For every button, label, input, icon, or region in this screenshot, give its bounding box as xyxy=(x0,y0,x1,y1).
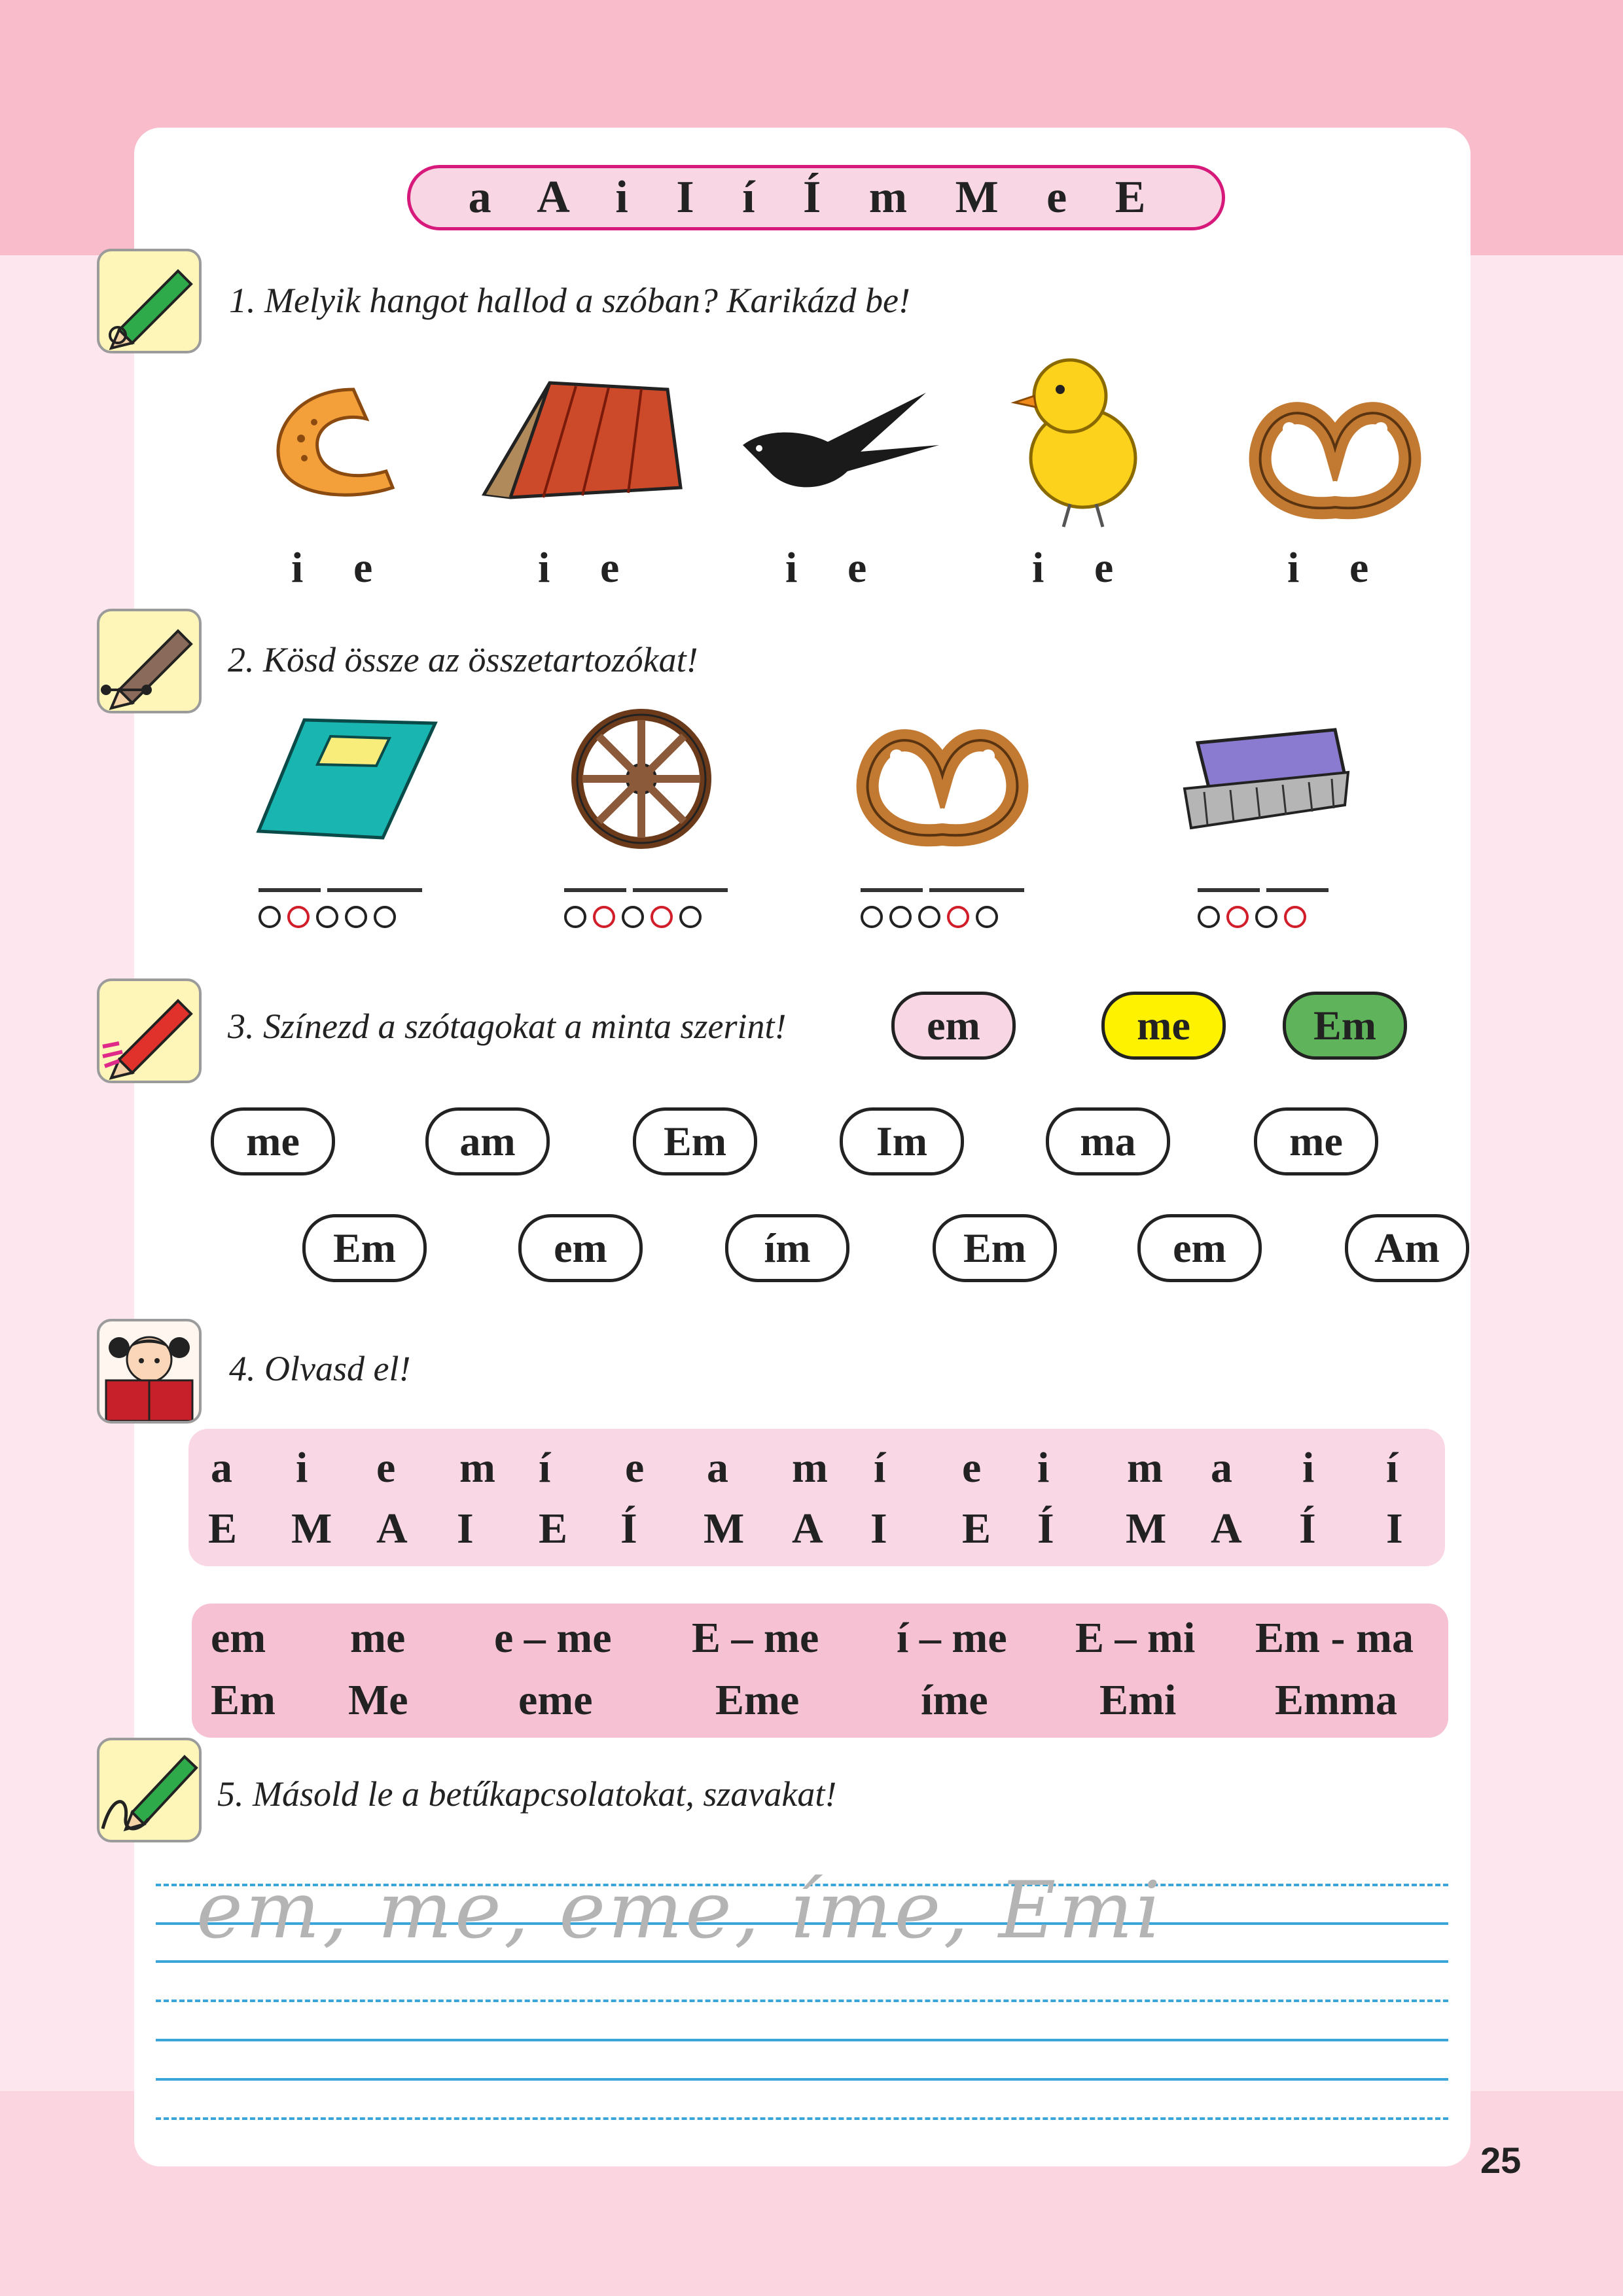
sound-circles xyxy=(861,906,1005,931)
task4-instruction: 4. Olvasd el! xyxy=(229,1349,411,1388)
syllable-pill[interactable]: em xyxy=(518,1214,643,1282)
reading-word: em xyxy=(211,1614,266,1662)
sound-circles xyxy=(1198,906,1313,931)
reading-letter: a xyxy=(1211,1444,1232,1492)
reading-word: me xyxy=(350,1614,406,1662)
reading-letter: í xyxy=(874,1444,886,1492)
pretzel-icon xyxy=(851,710,1034,848)
letter-e[interactable]: e xyxy=(353,544,373,592)
syllable-pill[interactable]: Im xyxy=(840,1107,964,1175)
reading-letter: I xyxy=(870,1505,887,1552)
writing-line-dashed xyxy=(156,2117,1448,2120)
sound-circles xyxy=(564,906,708,931)
syllable-pill[interactable]: am xyxy=(425,1107,550,1175)
letter-i[interactable]: i xyxy=(785,544,798,592)
reading-letter: M xyxy=(1126,1505,1167,1552)
reading-letter: Í xyxy=(1299,1505,1316,1552)
brush-icon xyxy=(1171,717,1355,848)
syllable-pill[interactable]: em xyxy=(1137,1214,1262,1282)
sample-syllable-em: em xyxy=(891,992,1016,1060)
writing-line xyxy=(156,2039,1448,2041)
reading-letter: E xyxy=(962,1505,991,1552)
reading-word: Me xyxy=(348,1676,408,1724)
task5-instruction: 5. Másold le a betűkapcsolatokat, szavakat! xyxy=(217,1774,837,1814)
syllable-line xyxy=(633,888,728,892)
notebook-icon xyxy=(252,713,442,844)
letter-i[interactable]: i xyxy=(1032,544,1044,592)
pencil-icon xyxy=(97,1738,202,1842)
syllable-pill[interactable]: Am xyxy=(1345,1214,1469,1282)
reading-letter: E xyxy=(539,1505,568,1552)
letter-e[interactable]: e xyxy=(1349,544,1369,592)
reading-letter: Í xyxy=(620,1505,637,1552)
reading-letter: e xyxy=(625,1444,645,1492)
letters-header-text: a A i I í Í m M e E xyxy=(468,172,1164,223)
letters-header xyxy=(407,165,1225,230)
reading-letter: M xyxy=(704,1505,745,1552)
reading-letter: I xyxy=(1386,1505,1403,1552)
task3-instruction: 3. Színezd a szótagokat a minta szerint! xyxy=(228,1007,787,1046)
writing-line xyxy=(156,1960,1448,1963)
syllable-pill[interactable]: me xyxy=(211,1107,335,1175)
letter-i[interactable]: i xyxy=(1287,544,1300,592)
writing-line-dashed xyxy=(156,2000,1448,2002)
reading-letter: a xyxy=(707,1444,728,1492)
reading-letter: i xyxy=(1302,1444,1315,1492)
page-number: 25 xyxy=(1480,2140,1522,2181)
reading-letter: Í xyxy=(1037,1505,1054,1552)
reading-word: Emi xyxy=(1099,1676,1177,1724)
reading-letter: e xyxy=(376,1444,396,1492)
letter-e[interactable]: e xyxy=(1094,544,1114,592)
reading-letter: m xyxy=(1127,1444,1163,1492)
reading-word: Eme xyxy=(715,1676,800,1724)
syllable-line xyxy=(259,888,321,892)
sound-circles xyxy=(259,906,402,931)
sample-syllable-me: me xyxy=(1101,992,1226,1060)
reading-word: eme xyxy=(518,1676,593,1724)
syllable-pill[interactable]: ím xyxy=(725,1214,849,1282)
syllable-line xyxy=(1266,888,1329,892)
reading-letter: i xyxy=(1037,1444,1050,1492)
reading-letter: M xyxy=(291,1505,332,1552)
reading-letter: a xyxy=(211,1444,232,1492)
reading-letter: m xyxy=(459,1444,495,1492)
syllable-line xyxy=(1198,888,1260,892)
pretzel-icon xyxy=(1243,383,1427,520)
reading-word: í – me xyxy=(897,1614,1007,1662)
reading-letter: I xyxy=(457,1505,474,1552)
reading-word: E – mi xyxy=(1075,1614,1196,1662)
croissant-icon xyxy=(255,376,406,507)
reading-letter: A xyxy=(792,1505,823,1552)
reading-letter: m xyxy=(792,1444,828,1492)
reading-letter: E xyxy=(208,1505,238,1552)
reading-word: Em - ma xyxy=(1255,1614,1414,1662)
writing-line xyxy=(156,2078,1448,2081)
syllable-pill[interactable]: Em xyxy=(633,1107,757,1175)
reading-letter: A xyxy=(1211,1505,1242,1552)
letter-e[interactable]: e xyxy=(847,544,867,592)
task2-instruction: 2. Kösd össze az összetartozókat! xyxy=(228,640,698,679)
reading-word: e – me xyxy=(494,1614,612,1662)
chick-icon xyxy=(998,347,1162,530)
swallow-icon xyxy=(730,380,946,504)
reading-letter: í xyxy=(1386,1444,1399,1492)
cursive-model-text: em, me, eme, íme, Emi xyxy=(196,1865,1164,1956)
reading-letter: i xyxy=(296,1444,308,1492)
reading-girl-icon xyxy=(97,1319,202,1424)
syllable-pill[interactable]: ma xyxy=(1046,1107,1170,1175)
reading-word: E – me xyxy=(692,1614,819,1662)
reading-word: Em xyxy=(211,1676,276,1724)
syllable-pill[interactable]: Em xyxy=(933,1214,1057,1282)
letter-e[interactable]: e xyxy=(600,544,620,592)
pencil-icon xyxy=(97,978,202,1083)
syllable-pill[interactable]: Em xyxy=(302,1214,427,1282)
reading-word: íme xyxy=(921,1676,988,1724)
tent-icon xyxy=(471,370,687,507)
reading-letter: A xyxy=(376,1505,408,1552)
wheel-icon xyxy=(569,707,713,851)
reading-letter: e xyxy=(962,1444,982,1492)
task1-instruction: 1. Melyik hangot hallod a szóban? Karikázd be! xyxy=(229,281,910,320)
reading-word: Emma xyxy=(1275,1676,1397,1724)
reading-letter: í xyxy=(539,1444,551,1492)
syllable-line xyxy=(327,888,422,892)
sample-syllable-Em: Em xyxy=(1283,992,1407,1060)
syllable-line xyxy=(564,888,626,892)
pencil-icon xyxy=(97,249,202,353)
syllable-line xyxy=(929,888,1024,892)
syllable-line xyxy=(861,888,923,892)
syllable-pill[interactable]: me xyxy=(1254,1107,1378,1175)
letter-i[interactable]: i xyxy=(538,544,550,592)
letter-i[interactable]: i xyxy=(291,544,304,592)
pencil-icon xyxy=(97,609,202,713)
